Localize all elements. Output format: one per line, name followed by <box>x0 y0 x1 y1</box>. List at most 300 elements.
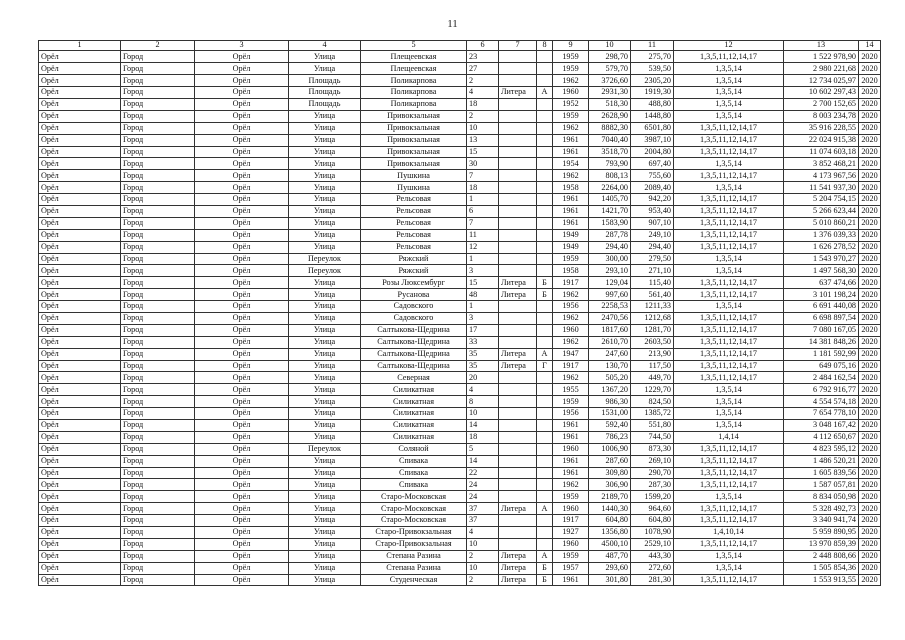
cell-litera-label: Литера <box>499 277 537 289</box>
cell-cost: 1 486 520,21 <box>784 455 859 467</box>
column-header-12: 12 <box>674 41 784 51</box>
cell-build-year: 1960 <box>553 324 589 336</box>
cell-living-area: 539,50 <box>631 63 674 75</box>
cell-house-number: 12 <box>467 241 499 253</box>
cell-year: 2020 <box>859 562 881 574</box>
cell-settlement: Орёл <box>195 538 289 550</box>
cell-total-area: 301,80 <box>589 574 631 586</box>
cell-living-area: 6501,80 <box>631 122 674 134</box>
cell-house-number: 11 <box>467 229 499 241</box>
cell-year: 2020 <box>859 408 881 420</box>
cell-street-type: Улица <box>289 348 361 360</box>
cell-work-codes: 1,3,5,11,12,14,17 <box>674 574 784 586</box>
cell-year: 2020 <box>859 51 881 63</box>
cell-living-area: 290,70 <box>631 467 674 479</box>
cell-litera-label <box>499 146 537 158</box>
cell-house-number: 37 <box>467 515 499 527</box>
cell-total-area: 1405,70 <box>589 194 631 206</box>
cell-house-number: 2 <box>467 110 499 122</box>
table-row <box>39 360 881 372</box>
cell-street-type: Улица <box>289 420 361 432</box>
cell-work-codes: 1,3,5,14 <box>674 158 784 170</box>
cell-street-name: Старо-Московская <box>361 515 467 527</box>
cell-street-name: Привокзальная <box>361 110 467 122</box>
cell-year: 2020 <box>859 194 881 206</box>
cell-build-year: 1952 <box>553 98 589 110</box>
cell-street-name: Поликарпова <box>361 98 467 110</box>
cell-settlement-type: Город <box>121 194 195 206</box>
column-header-10: 10 <box>589 41 631 51</box>
cell-street-type: Улица <box>289 538 361 550</box>
cell-settlement-type: Город <box>121 51 195 63</box>
cell-street-name: Рельсовая <box>361 205 467 217</box>
cell-build-year: 1957 <box>553 562 589 574</box>
cell-street-type: Улица <box>289 384 361 396</box>
table-row <box>39 443 881 455</box>
cell-work-codes: 1,3,5,11,12,14,17 <box>674 289 784 301</box>
cell-city: Орёл <box>39 360 121 372</box>
cell-litera-value <box>537 122 553 134</box>
cell-year: 2020 <box>859 170 881 182</box>
cell-work-codes: 1,3,5,14 <box>674 98 784 110</box>
cell-house-number: 18 <box>467 431 499 443</box>
cell-living-area: 2004,80 <box>631 146 674 158</box>
cell-street-name: Поликарпова <box>361 87 467 99</box>
cell-cost: 22 024 915,38 <box>784 134 859 146</box>
cell-year: 2020 <box>859 538 881 550</box>
column-header-7: 7 <box>499 41 537 51</box>
cell-settlement: Орёл <box>195 503 289 515</box>
cell-work-codes: 1,4,14 <box>674 431 784 443</box>
cell-cost: 2 980 221,68 <box>784 63 859 75</box>
cell-total-area: 300,00 <box>589 253 631 265</box>
cell-street-name: Салтыкова-Щедрина <box>361 360 467 372</box>
cell-work-codes: 1,3,5,11,12,14,17 <box>674 348 784 360</box>
cell-settlement-type: Город <box>121 146 195 158</box>
cell-litera-value <box>537 170 553 182</box>
cell-year: 2020 <box>859 574 881 586</box>
cell-litera-value <box>537 182 553 194</box>
cell-settlement-type: Город <box>121 408 195 420</box>
cell-work-codes: 1,3,5,11,12,14,17 <box>674 312 784 324</box>
cell-build-year: 1947 <box>553 348 589 360</box>
cell-house-number: 48 <box>467 289 499 301</box>
cell-settlement-type: Город <box>121 134 195 146</box>
cell-street-type: Улица <box>289 182 361 194</box>
cell-street-type: Улица <box>289 217 361 229</box>
cell-settlement: Орёл <box>195 75 289 87</box>
cell-house-number: 2 <box>467 550 499 562</box>
cell-living-area: 275,70 <box>631 51 674 63</box>
cell-settlement: Орёл <box>195 408 289 420</box>
cell-settlement-type: Город <box>121 265 195 277</box>
cell-street-type: Переулок <box>289 253 361 265</box>
cell-year: 2020 <box>859 455 881 467</box>
cell-street-name: Северная <box>361 372 467 384</box>
cell-settlement-type: Город <box>121 348 195 360</box>
table-body <box>39 51 881 586</box>
cell-settlement-type: Город <box>121 396 195 408</box>
column-header-2: 2 <box>121 41 195 51</box>
cell-litera-value <box>537 205 553 217</box>
cell-build-year: 1927 <box>553 527 589 539</box>
table-row <box>39 372 881 384</box>
cell-house-number: 5 <box>467 443 499 455</box>
cell-house-number: 20 <box>467 372 499 384</box>
cell-work-codes: 1,3,5,14 <box>674 75 784 87</box>
cell-cost: 1 505 854,36 <box>784 562 859 574</box>
cell-build-year: 1961 <box>553 574 589 586</box>
cell-city: Орёл <box>39 134 121 146</box>
cell-total-area: 298,70 <box>589 51 631 63</box>
cell-year: 2020 <box>859 372 881 384</box>
cell-house-number: 8 <box>467 396 499 408</box>
cell-living-area: 449,70 <box>631 372 674 384</box>
cell-litera-value <box>537 527 553 539</box>
cell-cost: 1 522 978,90 <box>784 51 859 63</box>
cell-total-area: 579,70 <box>589 63 631 75</box>
cell-street-name: Силикатная <box>361 384 467 396</box>
cell-living-area: 213,90 <box>631 348 674 360</box>
cell-work-codes: 1,3,5,14 <box>674 182 784 194</box>
cell-street-name: Старо-Московская <box>361 503 467 515</box>
cell-settlement-type: Город <box>121 241 195 253</box>
column-header-4: 4 <box>289 41 361 51</box>
cell-settlement-type: Город <box>121 467 195 479</box>
cell-cost: 13 970 859,39 <box>784 538 859 550</box>
cell-settlement: Орёл <box>195 182 289 194</box>
cell-total-area: 997,60 <box>589 289 631 301</box>
cell-litera-value: Г <box>537 360 553 372</box>
cell-build-year: 1954 <box>553 158 589 170</box>
cell-total-area: 3518,70 <box>589 146 631 158</box>
cell-litera-value <box>537 134 553 146</box>
cell-litera-label <box>499 51 537 63</box>
cell-settlement: Орёл <box>195 550 289 562</box>
cell-living-area: 824,50 <box>631 396 674 408</box>
cell-year: 2020 <box>859 98 881 110</box>
cell-litera-label <box>499 336 537 348</box>
cell-cost: 649 075,16 <box>784 360 859 372</box>
cell-work-codes: 1,3,5,11,12,14,17 <box>674 360 784 372</box>
cell-litera-value: Б <box>537 562 553 574</box>
column-header-13: 13 <box>784 41 859 51</box>
cell-year: 2020 <box>859 467 881 479</box>
cell-total-area: 786,23 <box>589 431 631 443</box>
cell-total-area: 129,04 <box>589 277 631 289</box>
cell-year: 2020 <box>859 110 881 122</box>
cell-work-codes: 1,3,5,11,12,14,17 <box>674 122 784 134</box>
cell-litera-label <box>499 110 537 122</box>
cell-litera-label <box>499 408 537 420</box>
cell-city: Орёл <box>39 443 121 455</box>
cell-street-type: Улица <box>289 229 361 241</box>
cell-litera-label <box>499 182 537 194</box>
cell-litera-label <box>499 455 537 467</box>
cell-city: Орёл <box>39 324 121 336</box>
cell-house-number: 15 <box>467 277 499 289</box>
cell-total-area: 2610,70 <box>589 336 631 348</box>
cell-total-area: 793,90 <box>589 158 631 170</box>
table-row <box>39 431 881 443</box>
cell-work-codes: 1,3,5,14 <box>674 63 784 75</box>
cell-house-number: 27 <box>467 63 499 75</box>
cell-year: 2020 <box>859 146 881 158</box>
cell-litera-label: Литера <box>499 562 537 574</box>
cell-build-year: 1949 <box>553 241 589 253</box>
cell-build-year: 1959 <box>553 63 589 75</box>
cell-litera-label <box>499 443 537 455</box>
cell-year: 2020 <box>859 348 881 360</box>
cell-work-codes: 1,3,5,11,12,14,17 <box>674 134 784 146</box>
cell-settlement-type: Город <box>121 110 195 122</box>
cell-house-number: 2 <box>467 75 499 87</box>
cell-settlement-type: Город <box>121 455 195 467</box>
cell-city: Орёл <box>39 110 121 122</box>
cell-year: 2020 <box>859 324 881 336</box>
table-row <box>39 455 881 467</box>
cell-cost: 6 792 916,77 <box>784 384 859 396</box>
cell-litera-label <box>499 312 537 324</box>
cell-street-type: Улица <box>289 241 361 253</box>
table-row <box>39 408 881 420</box>
cell-build-year: 1960 <box>553 443 589 455</box>
cell-street-name: Соляной <box>361 443 467 455</box>
cell-litera-value: Б <box>537 277 553 289</box>
cell-build-year: 1962 <box>553 312 589 324</box>
cell-living-area: 2603,50 <box>631 336 674 348</box>
cell-litera-value <box>537 146 553 158</box>
cell-settlement: Орёл <box>195 360 289 372</box>
cell-settlement: Орёл <box>195 384 289 396</box>
cell-living-area: 1212,68 <box>631 312 674 324</box>
cell-build-year: 1959 <box>553 253 589 265</box>
table-row <box>39 574 881 586</box>
cell-cost: 8 003 234,78 <box>784 110 859 122</box>
cell-street-type: Улица <box>289 515 361 527</box>
cell-house-number: 1 <box>467 301 499 313</box>
cell-house-number: 14 <box>467 420 499 432</box>
cell-city: Орёл <box>39 527 121 539</box>
cell-house-number: 35 <box>467 348 499 360</box>
column-header-1: 1 <box>39 41 121 51</box>
cell-year: 2020 <box>859 550 881 562</box>
cell-build-year: 1961 <box>553 467 589 479</box>
cell-total-area: 487,70 <box>589 550 631 562</box>
cell-total-area: 293,10 <box>589 265 631 277</box>
cell-build-year: 1962 <box>553 479 589 491</box>
cell-work-codes: 1,3,5,11,12,14,17 <box>674 538 784 550</box>
cell-street-name: Русанова <box>361 289 467 301</box>
cell-street-type: Улица <box>289 527 361 539</box>
cell-settlement: Орёл <box>195 348 289 360</box>
cell-build-year: 1962 <box>553 122 589 134</box>
cell-house-number: 15 <box>467 146 499 158</box>
cell-build-year: 1917 <box>553 515 589 527</box>
cell-litera-value <box>537 491 553 503</box>
cell-living-area: 1078,90 <box>631 527 674 539</box>
cell-settlement: Орёл <box>195 122 289 134</box>
cell-street-type: Улица <box>289 396 361 408</box>
cell-city: Орёл <box>39 408 121 420</box>
cell-build-year: 1962 <box>553 75 589 87</box>
table-row <box>39 182 881 194</box>
cell-litera-label <box>499 420 537 432</box>
column-header-3: 3 <box>195 41 289 51</box>
cell-litera-value <box>537 229 553 241</box>
table-row <box>39 217 881 229</box>
cell-cost: 1 553 913,55 <box>784 574 859 586</box>
cell-street-name: Силикатная <box>361 420 467 432</box>
cell-settlement-type: Город <box>121 277 195 289</box>
cell-total-area: 7040,40 <box>589 134 631 146</box>
table-row <box>39 324 881 336</box>
cell-house-number: 10 <box>467 122 499 134</box>
cell-street-name: Привокзальная <box>361 146 467 158</box>
cell-litera-value <box>537 253 553 265</box>
cell-litera-label <box>499 229 537 241</box>
cell-street-name: Рельсовая <box>361 194 467 206</box>
cell-settlement-type: Город <box>121 527 195 539</box>
table-row <box>39 503 881 515</box>
cell-build-year: 1961 <box>553 217 589 229</box>
cell-work-codes: 1,3,5,11,12,14,17 <box>674 194 784 206</box>
cell-total-area: 604,80 <box>589 515 631 527</box>
table-row <box>39 538 881 550</box>
cell-street-type: Переулок <box>289 443 361 455</box>
cell-city: Орёл <box>39 562 121 574</box>
cell-settlement-type: Город <box>121 289 195 301</box>
cell-settlement: Орёл <box>195 372 289 384</box>
cell-litera-label <box>499 63 537 75</box>
cell-house-number: 22 <box>467 467 499 479</box>
cell-living-area: 2529,10 <box>631 538 674 550</box>
cell-street-type: Улица <box>289 503 361 515</box>
cell-litera-value: А <box>537 348 553 360</box>
cell-work-codes: 1,3,5,11,12,14,17 <box>674 241 784 253</box>
cell-street-name: Старо-Привокзальная <box>361 527 467 539</box>
cell-work-codes: 1,3,5,14 <box>674 491 784 503</box>
cell-work-codes: 1,3,5,14 <box>674 384 784 396</box>
table-row <box>39 527 881 539</box>
cell-build-year: 1955 <box>553 384 589 396</box>
cell-house-number: 4 <box>467 87 499 99</box>
cell-litera-label <box>499 205 537 217</box>
cell-work-codes: 1,3,5,14 <box>674 87 784 99</box>
cell-total-area: 287,60 <box>589 455 631 467</box>
cell-build-year: 1960 <box>553 538 589 550</box>
cell-work-codes: 1,3,5,14 <box>674 396 784 408</box>
cell-cost: 11 074 603,18 <box>784 146 859 158</box>
cell-cost: 7 080 167,05 <box>784 324 859 336</box>
cell-living-area: 249,10 <box>631 229 674 241</box>
cell-cost: 14 381 848,26 <box>784 336 859 348</box>
cell-street-type: Улица <box>289 170 361 182</box>
cell-year: 2020 <box>859 384 881 396</box>
cell-cost: 4 173 967,56 <box>784 170 859 182</box>
cell-house-number: 2 <box>467 574 499 586</box>
cell-build-year: 1961 <box>553 134 589 146</box>
cell-street-name: Пушкина <box>361 182 467 194</box>
cell-litera-value: Б <box>537 289 553 301</box>
cell-settlement: Орёл <box>195 574 289 586</box>
cell-street-type: Улица <box>289 312 361 324</box>
cell-settlement-type: Город <box>121 122 195 134</box>
cell-street-name: Рельсовая <box>361 241 467 253</box>
cell-year: 2020 <box>859 443 881 455</box>
cell-work-codes: 1,3,5,11,12,14,17 <box>674 277 784 289</box>
cell-living-area: 964,60 <box>631 503 674 515</box>
cell-house-number: 3 <box>467 265 499 277</box>
cell-settlement: Орёл <box>195 229 289 241</box>
cell-litera-value <box>537 301 553 313</box>
cell-litera-value <box>537 324 553 336</box>
cell-litera-label: Литера <box>499 289 537 301</box>
cell-living-area: 1385,72 <box>631 408 674 420</box>
cell-settlement-type: Город <box>121 574 195 586</box>
cell-litera-label <box>499 372 537 384</box>
cell-settlement-type: Город <box>121 550 195 562</box>
cell-litera-label: Литера <box>499 503 537 515</box>
cell-city: Орёл <box>39 455 121 467</box>
cell-settlement: Орёл <box>195 63 289 75</box>
cell-city: Орёл <box>39 479 121 491</box>
cell-living-area: 281,30 <box>631 574 674 586</box>
cell-litera-label <box>499 158 537 170</box>
cell-work-codes: 1,3,5,14 <box>674 253 784 265</box>
cell-cost: 3 048 167,42 <box>784 420 859 432</box>
cell-litera-value <box>537 443 553 455</box>
cell-city: Орёл <box>39 348 121 360</box>
header-row <box>39 41 881 51</box>
cell-street-type: Улица <box>289 134 361 146</box>
cell-street-name: Степана Разина <box>361 562 467 574</box>
cell-street-name: Силикатная <box>361 431 467 443</box>
table-row <box>39 122 881 134</box>
cell-build-year: 1959 <box>553 51 589 63</box>
cell-litera-value <box>537 420 553 432</box>
cell-street-type: Улица <box>289 277 361 289</box>
cell-litera-label <box>499 324 537 336</box>
cell-litera-label <box>499 98 537 110</box>
cell-settlement-type: Город <box>121 324 195 336</box>
cell-house-number: 4 <box>467 527 499 539</box>
cell-living-area: 551,80 <box>631 420 674 432</box>
cell-street-type: Улица <box>289 467 361 479</box>
cell-settlement-type: Город <box>121 372 195 384</box>
cell-year: 2020 <box>859 158 881 170</box>
cell-litera-label <box>499 241 537 253</box>
cell-settlement: Орёл <box>195 253 289 265</box>
cell-city: Орёл <box>39 63 121 75</box>
cell-settlement-type: Город <box>121 253 195 265</box>
cell-settlement-type: Город <box>121 431 195 443</box>
cell-total-area: 518,30 <box>589 98 631 110</box>
cell-street-name: Рельсовая <box>361 217 467 229</box>
cell-total-area: 1421,70 <box>589 205 631 217</box>
table-row <box>39 396 881 408</box>
cell-living-area: 1599,20 <box>631 491 674 503</box>
cell-living-area: 287,30 <box>631 479 674 491</box>
cell-house-number: 35 <box>467 360 499 372</box>
cell-work-codes: 1,3,5,11,12,14,17 <box>674 324 784 336</box>
cell-build-year: 1959 <box>553 491 589 503</box>
cell-cost: 4 554 574,18 <box>784 396 859 408</box>
cell-work-codes: 1,3,5,11,12,14,17 <box>674 515 784 527</box>
cell-street-type: Улица <box>289 122 361 134</box>
cell-work-codes: 1,3,5,11,12,14,17 <box>674 372 784 384</box>
cell-cost: 5 328 492,73 <box>784 503 859 515</box>
